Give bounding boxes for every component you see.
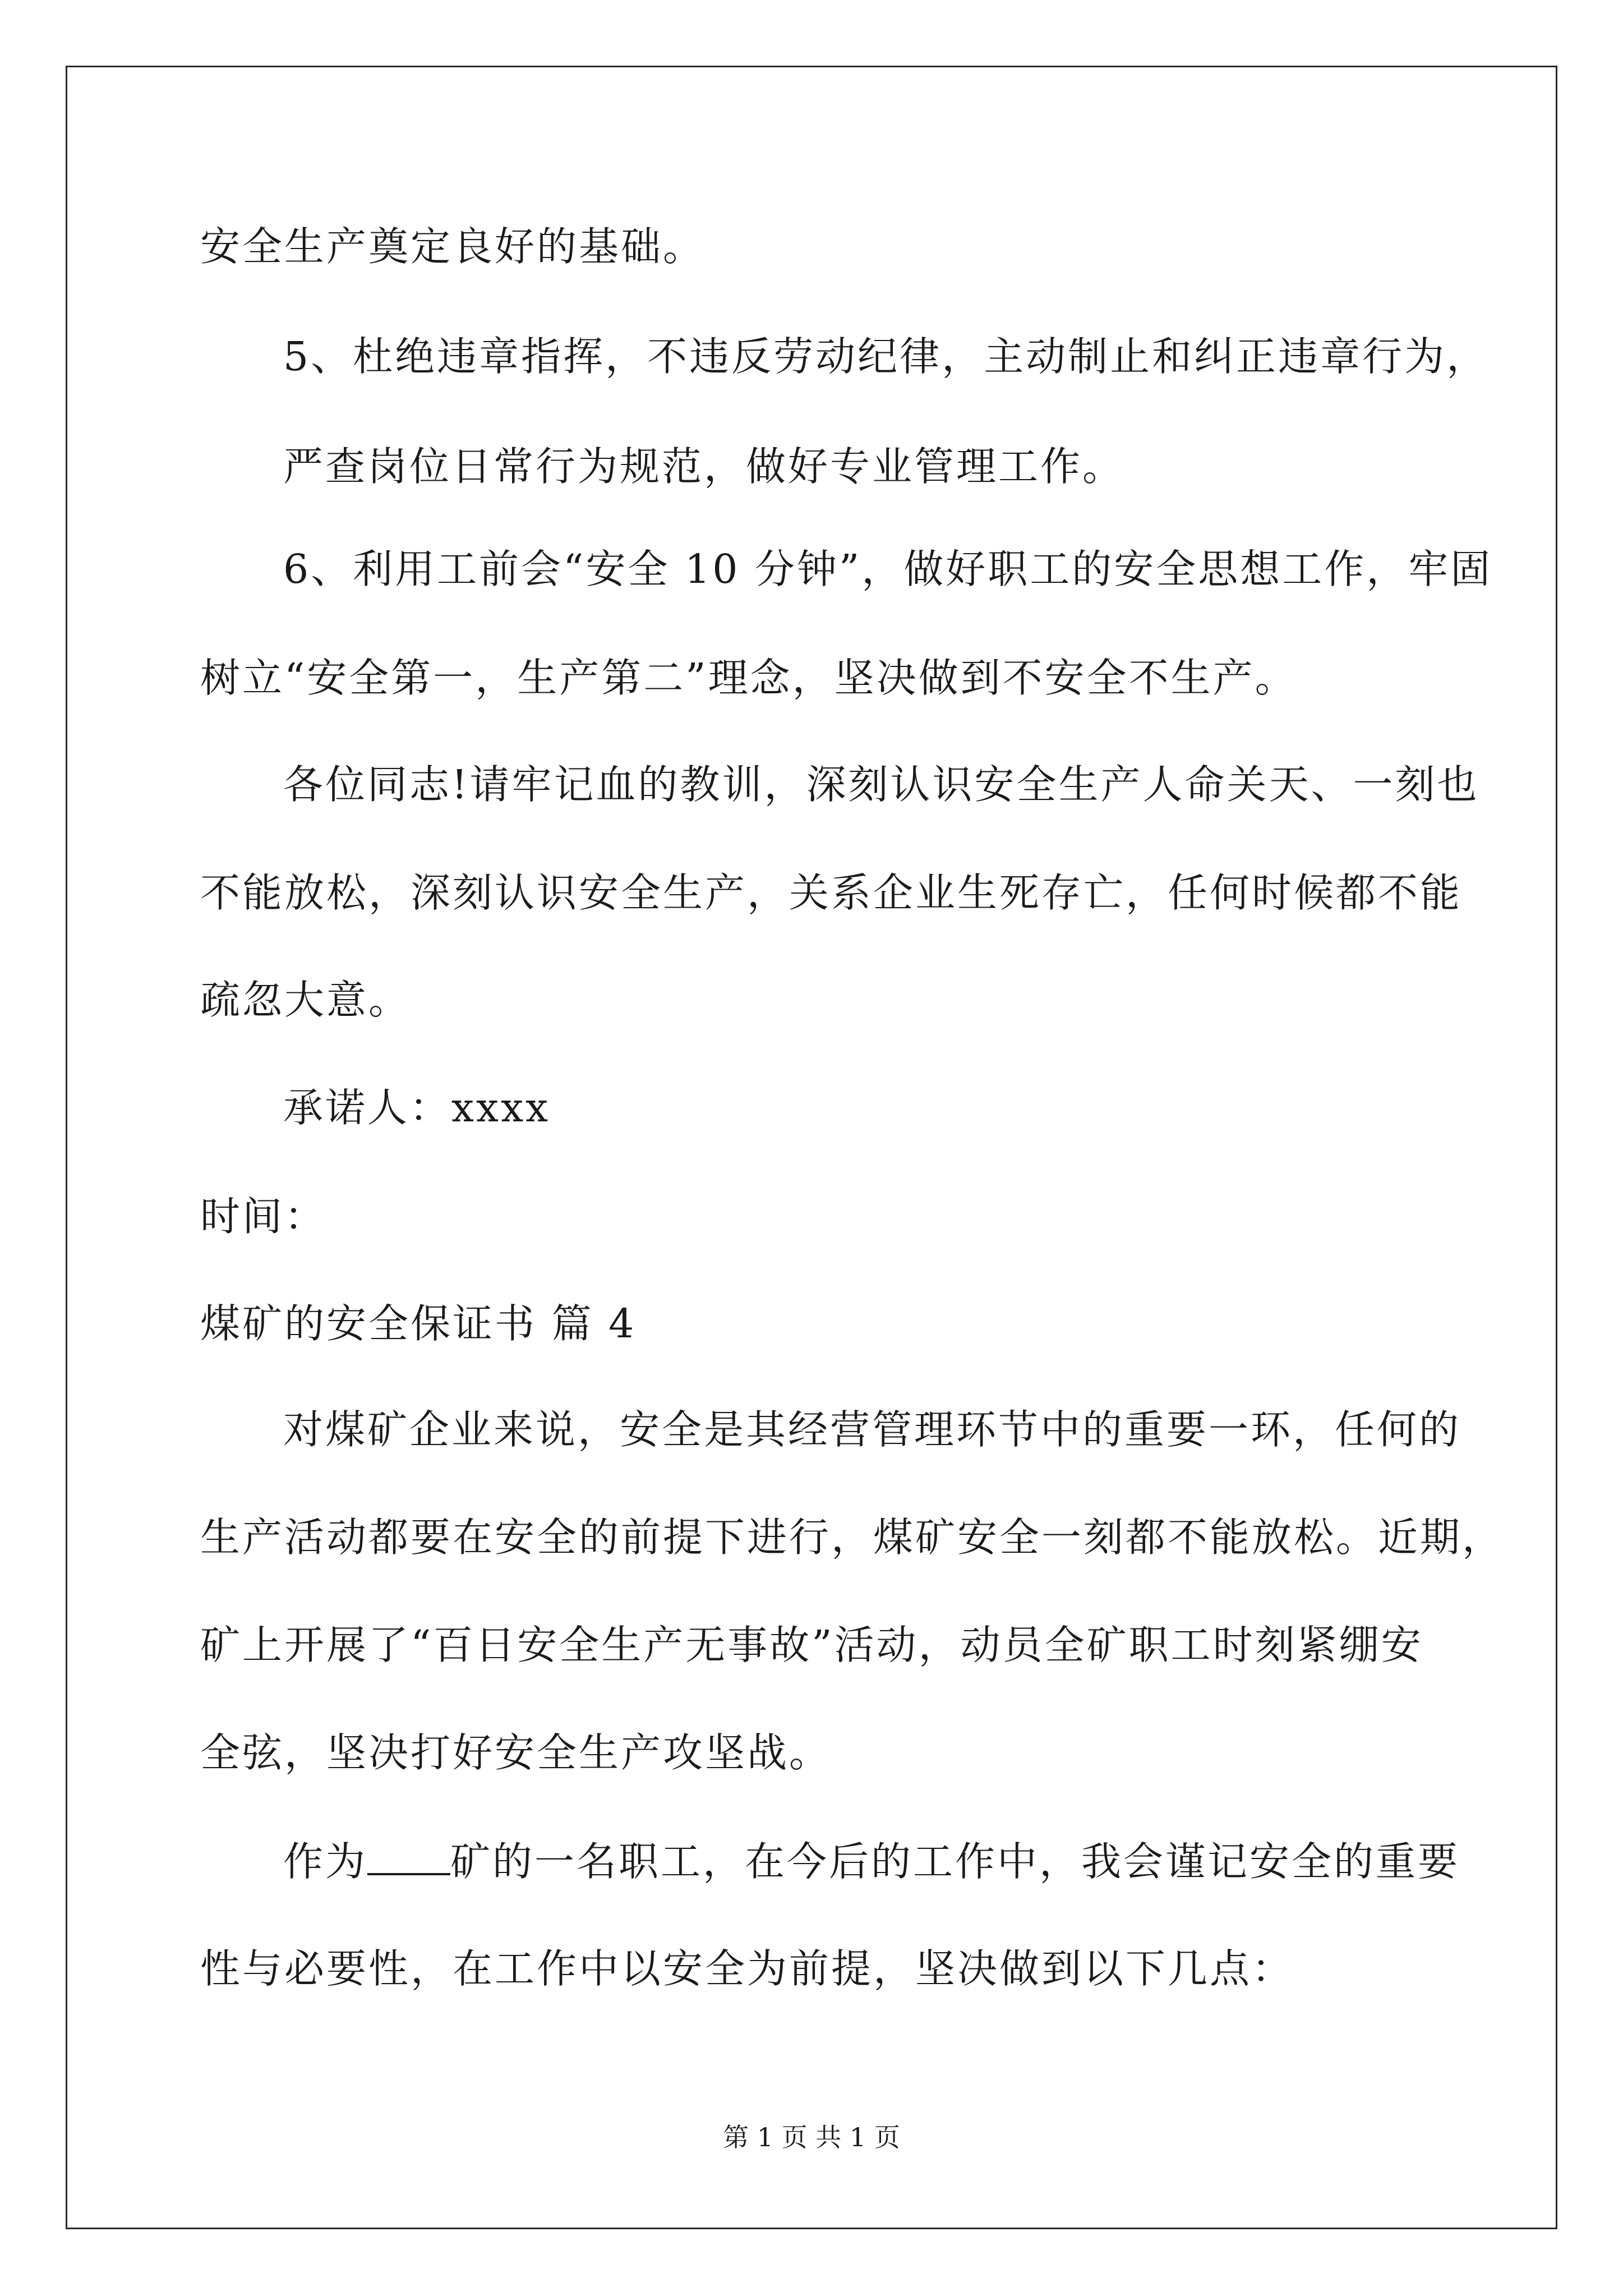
- paragraph-line: 性与必要性，在工作中以安全为前提，坚决做到以下几点：: [200, 1945, 1294, 1992]
- paragraph-line: 5、杜绝违章指挥，不违反劳动纪律，主动制止和纠正违章行为，: [283, 333, 1489, 380]
- section-heading: 煤矿的安全保证书 篇 4: [200, 1300, 637, 1347]
- paragraph-line: 严查岗位日常行为规范，做好专业管理工作。: [283, 443, 1125, 490]
- page-footer: 第 1 页 共 1 页: [723, 2122, 900, 2152]
- page-border: [66, 66, 1557, 2229]
- line-text: 作为: [283, 1838, 368, 1885]
- paragraph-line: 矿上开展了“百日安全生产无事故”活动，动员全矿职工时刻紧绷安: [200, 1622, 1423, 1668]
- paragraph-line: 疏忽大意。: [200, 977, 411, 1023]
- paragraph-line: 6、利用工前会“安全 10 分钟”，做好职工的安全思想工作，牢固: [283, 546, 1493, 592]
- paragraph-line: 对煤矿企业来说，安全是其经营管理环节中的重要一环，任何的: [283, 1406, 1461, 1453]
- paragraph-line: 生产活动都要在安全的前提下进行，煤矿安全一刻都不能放松。近期，: [200, 1514, 1505, 1561]
- paragraph-line: [283, 1836, 1460, 1887]
- signatory-line: 承诺人：xxxx: [283, 1084, 551, 1131]
- paragraph-line: 安全生产奠定良好的基础。: [200, 223, 706, 270]
- paragraph-line: 不能放松，深刻认识安全生产，关系企业生死存亡，任何时候都不能: [200, 869, 1463, 916]
- paragraph-line: 各位同志!请牢记血的教训，深刻认识安全生产人命关天、一刻也: [283, 761, 1479, 808]
- line-text: 矿的一名职工，在今后的工作中，我会谨记安全的重要: [450, 1838, 1460, 1885]
- paragraph-line: 全弦，坚决打好安全生产攻坚战。: [200, 1729, 832, 1776]
- paragraph-line: 树立“安全第一，生产第二”理念，坚决做到不安全不生产。: [200, 655, 1297, 701]
- fill-in-blank: [367, 1836, 450, 1875]
- date-line: 时间：: [200, 1193, 327, 1240]
